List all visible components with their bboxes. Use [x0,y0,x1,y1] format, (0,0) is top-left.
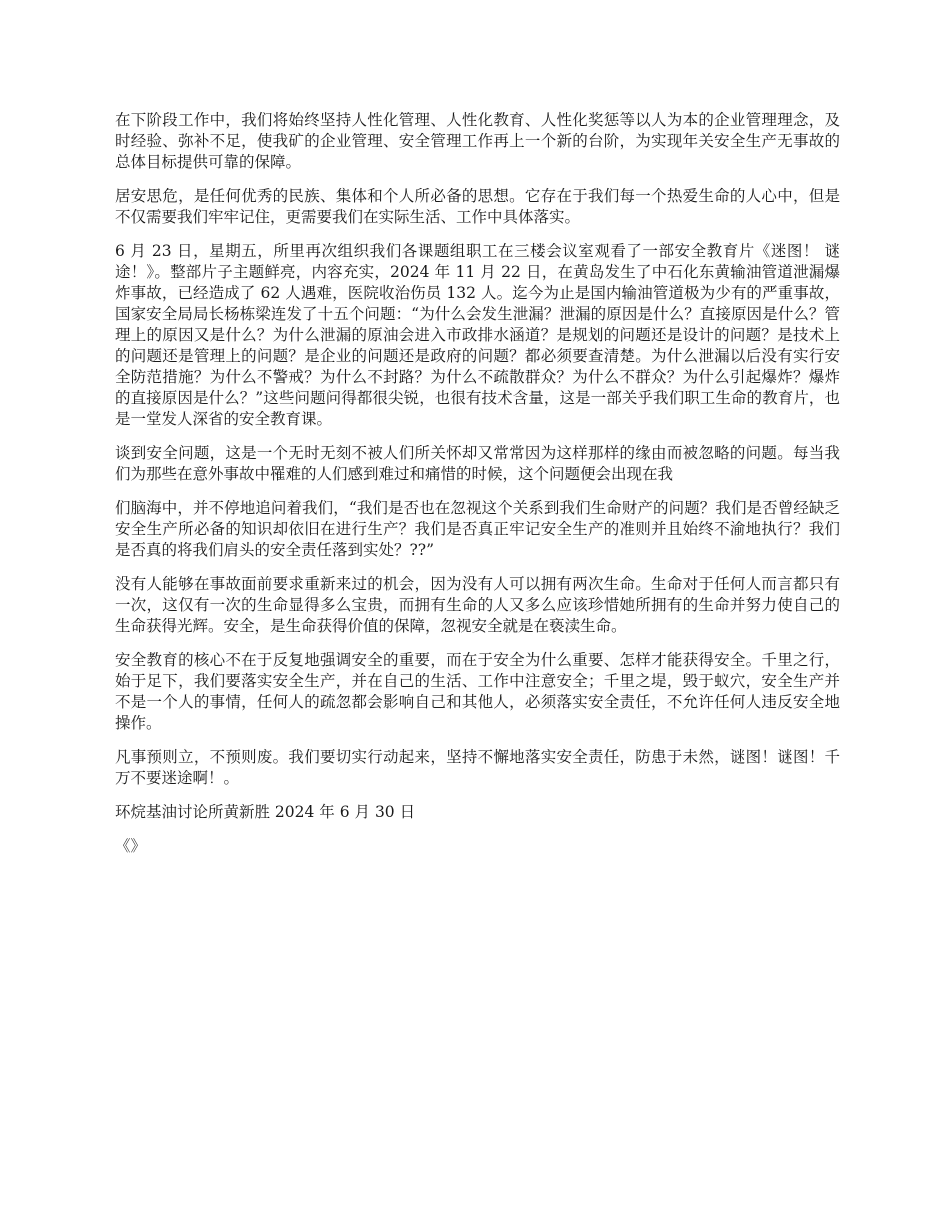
paragraph-safety-education-core: 安全教育的核心不在于反复地强调安全的重要，而在于安全为什么重要、怎样才能获得安全。千里之行，始于足下，我们要落实安全生产，并在自己的生活、工作中注意安全；千里之堤，毁于蚁穴，安全生产并不是一个人的事情，任何人的疏忽都会影响自己和其他人，必须落实安全责任，不允许任何人违反安全地操作。 [115,651,840,732]
paragraph-prepare-for-danger: 居安思危，是任何优秀的民族、集体和个人所必备的思想。它存在于我们每一个热爱生命的人心中，但是不仅需要我们牢牢记住，更需要我们在实际生活、工作中具体落实。 [115,187,840,226]
paragraph-conclusion: 凡事预则立，不预则废。我们要切实行动起来，坚持不懈地落实安全责任，防患于未然，谜图！谜图！千万不要迷途啊！。 [115,748,840,787]
paragraph-work-plan: 在下阶段工作中，我们将始终坚持人性化管理、人性化教育、人性化奖惩等以人为本的企业管理理念，及时经验、弥补不足，使我矿的企业管理、安全管理工作再上一个新的台阶，为实现年关安全生产无事故的总体目标提供可靠的保障。 [115,111,840,171]
paragraph-self-questions: 们脑海中，并不停地追问着我们，“我们是否也在忽视这个关系到我们生命财产的问题？我们是否曾经缺乏安全生产所必备的知识却依旧在进行生产？我们是否真正牢记安全生产的准则并且始终不渝地执行？我们是否真的将我们肩头的安全责任落到实处？??” [115,499,840,559]
paragraph-safety-issue: 谈到安全问题，这是一个无时无刻不被人们所关怀却又常常因为这样那样的缘由而被忽略的问题。每当我们为那些在意外事故中罹难的人们感到难过和痛惜的时候，这个问题便会出现在我 [115,444,840,483]
document-body [115,110,840,857]
paragraph-value-of-life: 没有人能够在事故面前要求重新来过的机会，因为没有人可以拥有两次生命。生命对于任何人而言都只有一次，这仅有一次的生命显得多么宝贵，而拥有生命的人又多么应该珍惜她所拥有的生命并努力使自己的生命获得光辉。安全，是生命获得价值的保障，忽视安全就是在亵渎生命。 [115,575,840,635]
trailing-brackets: 《》 [115,837,147,855]
signature-line: 环烷基油讨论所黄新胜 2024 年 6 月 30 日 [115,803,416,821]
paragraph-safety-film: 6 月 23 日，星期五，所里再次组织我们各课题组职工在三楼会议室观看了一部安全教育片《迷图！ 谜途！》。整部片子主题鲜亮，内容充实，2024 年 11 月 22 日，在黄岛发生了中石化东黄输油管道泄漏爆炸事故，已经造成了 62 人遇难，医院收治伤员 132 人。迄今为止是国内输油管道极为少有的严重事故，国家安全局局长杨栋梁连发了十五个问题：“为什么会发生泄漏？泄漏的原因是什么？直接原因是什么？管理上的原因又是什么？为什么泄漏的原油会进入市政排水涵道？是规划的问题还是设计的问题？是技术上的问题还是管理上的问题？是企业的问题还是政府的问题？都必须要查清楚。为什么泄漏以后没有实行安全防范措施？为什么不警戒？为什么不封路？为什么不疏散群众？为什么不群众？为什么引起爆炸？爆炸的直接原因是什么？”这些问题问得都很尖锐，也很有技术含量，这是一部关乎我们职工生命的教育片，也是一堂发人深省的安全教育课。 [115,242,840,428]
